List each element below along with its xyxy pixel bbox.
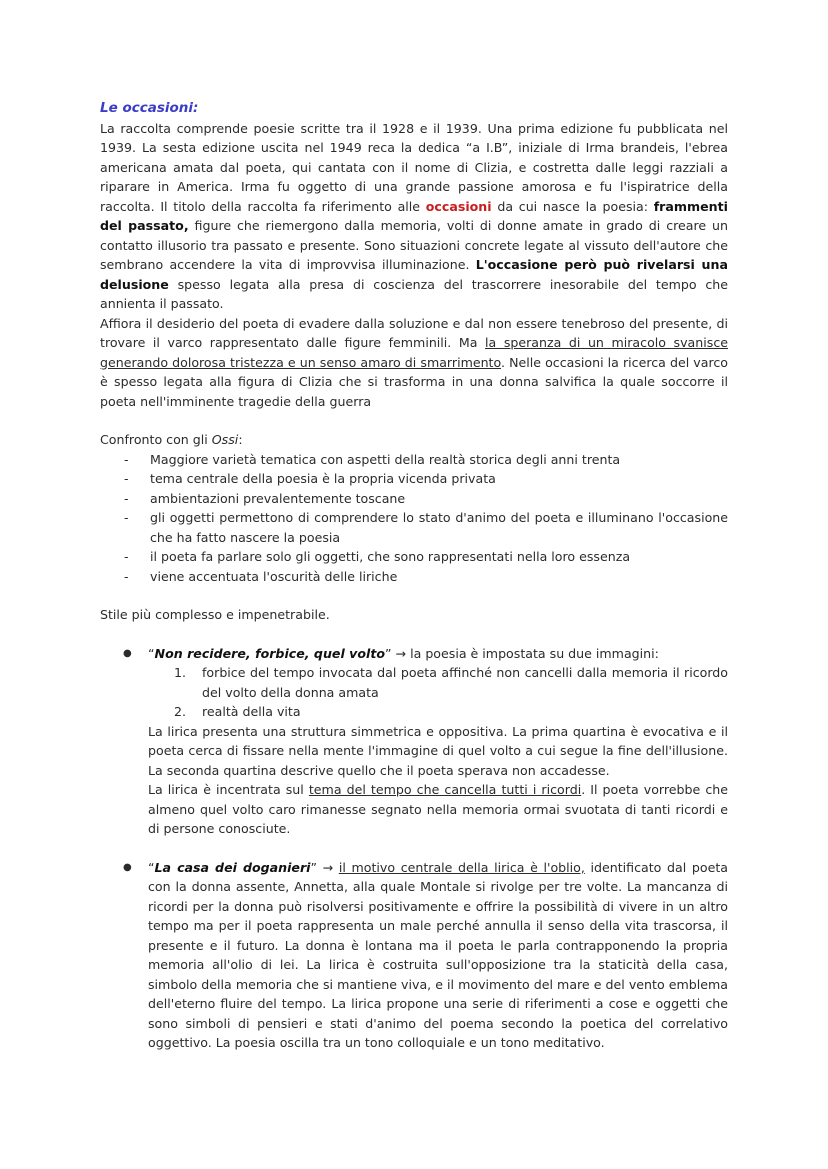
list-item: - gli oggetti permettono di comprendere lo stato d'animo del poeta e illuminano l'occasione che ha fatto nascere la poesia [121, 508, 728, 547]
confronto-heading [100, 430, 728, 450]
item-text: realtà della vita [202, 704, 301, 719]
list-item: - viene accentuata l'oscurità delle liriche [121, 567, 728, 587]
underlined-tema: tema del tempo che cancella tutti i ricordi [308, 782, 582, 797]
colon: : [238, 432, 243, 447]
document-page [100, 99, 728, 1053]
page-title: Le occasioni: [100, 100, 199, 116]
bullet-icon: ● [123, 647, 132, 659]
poem-1-body [100, 722, 728, 839]
quote: “ [148, 645, 155, 661]
item-number: 2. [174, 704, 187, 719]
text: La raccolta comprende poesie scritte tra il 1928 e il 1939. Una prima edizione fu pubblicata nel 1939. La sesta edizione uscita nel 1949 reca la dedica “a I.B”, iniziale di Irma brandeis, l'ebrea americana amata dal poeta, qui cantata con il nome di Clizia, e costretta dalle leggi razziali a riparare in America. Irma fu oggetto di una grande passione amorosa e fu l'ispiratrice della raccolta. Il titolo della raccolta fa riferimento alle [100, 120, 728, 214]
list-item: - il poeta fa parlare solo gli oggetti, che sono rappresentati nella loro essenza [121, 547, 728, 567]
underlined-motivo: il motivo centrale della lirica è l'oblio, [338, 859, 585, 875]
highlight-occasioni: occasioni [425, 198, 492, 214]
list-item: - ambientazioni prevalentemente toscane [121, 489, 728, 509]
list-item: - tema centrale della poesia è la propria vicenda privata [121, 469, 728, 489]
item-number: 1. [174, 665, 187, 680]
text: . Nelle occasioni la ricerca del varco è spesso legata alla figura di Clizia che si trasforma in una donna salvifica la quale soccorre il poeta nell'imminente tragedie della guerra [100, 354, 728, 409]
list-item: - Maggiore varietà tematica con aspetti della realtà storica degli anni trenta [121, 450, 728, 470]
poem-2-block [100, 858, 728, 1053]
poem-1-block [100, 644, 728, 664]
text: . Il poeta vorrebbe che almeno quel volto caro rimanesse segnato nella memoria ormai svuotata di tanti ricordi e di persone conosciute. [148, 782, 728, 836]
list-item [174, 663, 728, 702]
text: spesso legata alla presa di coscienza del trascorrere inesorabile del tempo che annienta il passato. [100, 276, 728, 311]
text: identificato dal poeta con la donna assente, Annetta, alla quale Montale si rivolge per tre volte. La mancanza di ricordi per la donna può risolversi positivamente e offrire la possibilità di vivere in un altro tempo ma per il poeta rappresenta un male perché annulla il senso della vita trascorsa, il presente e il futuro. La donna è lontana ma il poeta le parla contrapponendo la propria memoria all'olio di lei. La lirica è costruita sull'opposizione tra la staticità della casa, simbolo della memoria che si mantiene viva, e il movimento del mare e del vento emblema dell'eterno fluire del tempo. La lirica propone una serie di riferimenti a cose e oggetti che sono simboli di pensieri e stati d'animo del poema secondo la poetica del correlativo oggettivo. La poesia oscilla tra un tono colloquiale e un tono meditativo. [148, 859, 728, 1050]
highlight-delusione: L'occasione però può rivelarsi una delusione [100, 257, 728, 292]
poem-1-title: Non recidere, forbice, quel volto [154, 645, 386, 661]
underlined-speranza: la speranza di un miracolo svanisce generando dolorosa tristezza e un senso amaro di smarrimento [100, 335, 728, 370]
poem-2-paragraph [148, 858, 728, 1053]
poem-1-paragraph-1: La lirica presenta una struttura simmetrica e oppositiva. La prima quartina è evocativa e il poeta cerca di fissare nella mente l'immagine di quel volto a cui segue la fine dell'illusione. La seconda quartina descrive quello che il poeta sperava non accadesse. [148, 723, 728, 778]
poem-1-numbered-list [100, 663, 728, 722]
poem-1-paragraph-2 [148, 780, 728, 839]
ossi-italic: Ossi [211, 432, 239, 447]
bullet-icon: ● [123, 861, 132, 873]
poem-1-heading [148, 644, 728, 664]
item-text: forbice del tempo invocata dal poeta affinché non cancelli dalla memoria il ricordo del volto della donna amata [202, 665, 728, 700]
text: Affiora il desiderio del poeta di evadere dalla soluzione e dal non essere tenebroso del presente, di trovare il varco rappresentato dalle figure femminili. Ma [100, 315, 728, 350]
quote: “ [148, 859, 155, 875]
confronto-label: Confronto con gli [100, 432, 212, 447]
highlight-frammenti: frammenti del passato, [100, 198, 728, 233]
intro-paragraph-2 [100, 314, 728, 412]
poem-2-title: La casa dei doganieri [154, 859, 311, 875]
text: figure che riemergono dalla memoria, volti di donne amate in grado di creare un contatto illusorio tra passato e presente. Sono situazioni concrete legate al vissuto dell'autore che sembrano accendere la vita di improvvisa illuminazione. [100, 218, 729, 272]
intro-paragraph-1 [100, 119, 728, 314]
text: da cui nasce la poesia: [491, 198, 654, 214]
confronto-list [100, 450, 728, 587]
list-item [174, 702, 728, 722]
stile-line: Stile più complesso e impenetrabile. [100, 607, 330, 622]
arrow: ” → [310, 859, 339, 875]
text: La lirica è incentrata sul [148, 782, 309, 797]
poem-1-intro: ” → la poesia è impostata su due immagini: [385, 645, 659, 661]
